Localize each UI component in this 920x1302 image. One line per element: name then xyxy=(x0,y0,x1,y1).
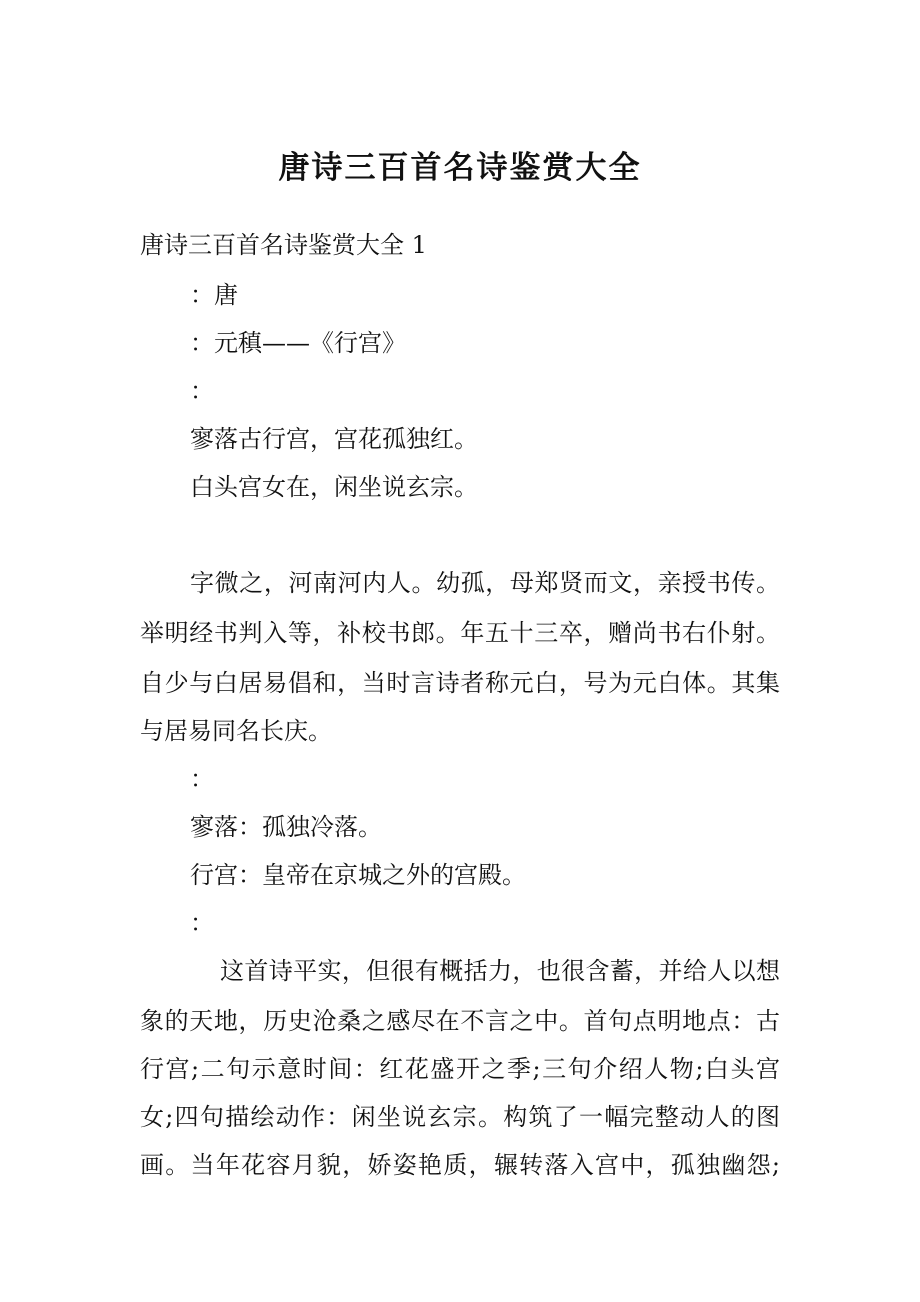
note-line-2: 行宫：皇帝在京城之外的宫殿。 xyxy=(190,861,526,889)
note-line-1: 寥落：孤独冷落。 xyxy=(190,813,382,841)
bio-line-3: 自少与白居易倡和，当时言诗者称元白，号为元白体。其集 xyxy=(140,669,780,697)
bio-line-4: 与居易同名长庆。 xyxy=(140,717,332,745)
bio-line-2: 举明经书判入等，补校书郎。年五十三卒，赠尚书右仆射。 xyxy=(140,619,780,647)
appreciation-label: ： xyxy=(190,909,214,937)
poem-line-1: 寥落古行宫，宫花孤独红。 xyxy=(190,425,478,453)
appreciation-line-2: 象的天地，历史沧桑之感尽在不言之中。首句点明地点：古 xyxy=(140,1007,780,1035)
section-heading: 唐诗三百首名诗鉴赏大全 1 xyxy=(140,231,427,259)
page-title: 唐诗三百首名诗鉴赏大全 xyxy=(278,150,642,186)
appreciation-line-1: 这首诗平实，但很有概括力，也很含蓄，并给人以想 xyxy=(220,957,780,985)
appreciation-line-3: 行宫;二句示意时间：红花盛开之季;三句介绍人物;白头宫 xyxy=(140,1055,780,1083)
notes-label: ： xyxy=(190,765,214,793)
dynasty-line: ：唐 xyxy=(190,281,238,309)
poem-line-2: 白头宫女在，闲坐说玄宗。 xyxy=(190,473,478,501)
appreciation-line-5: 画。当年花容月貌，娇姿艳质，辗转落入宫中，孤独幽怨; xyxy=(140,1151,780,1179)
appreciation-line-4: 女;四句描绘动作：闲坐说玄宗。构筑了一幅完整动人的图 xyxy=(140,1103,780,1131)
bio-line-1: 字微之，河南河内人。幼孤，母郑贤而文，亲授书传。 xyxy=(190,569,780,597)
poem-label: ： xyxy=(190,377,214,405)
author-line: ：元稹——《行宫》 xyxy=(190,329,406,357)
